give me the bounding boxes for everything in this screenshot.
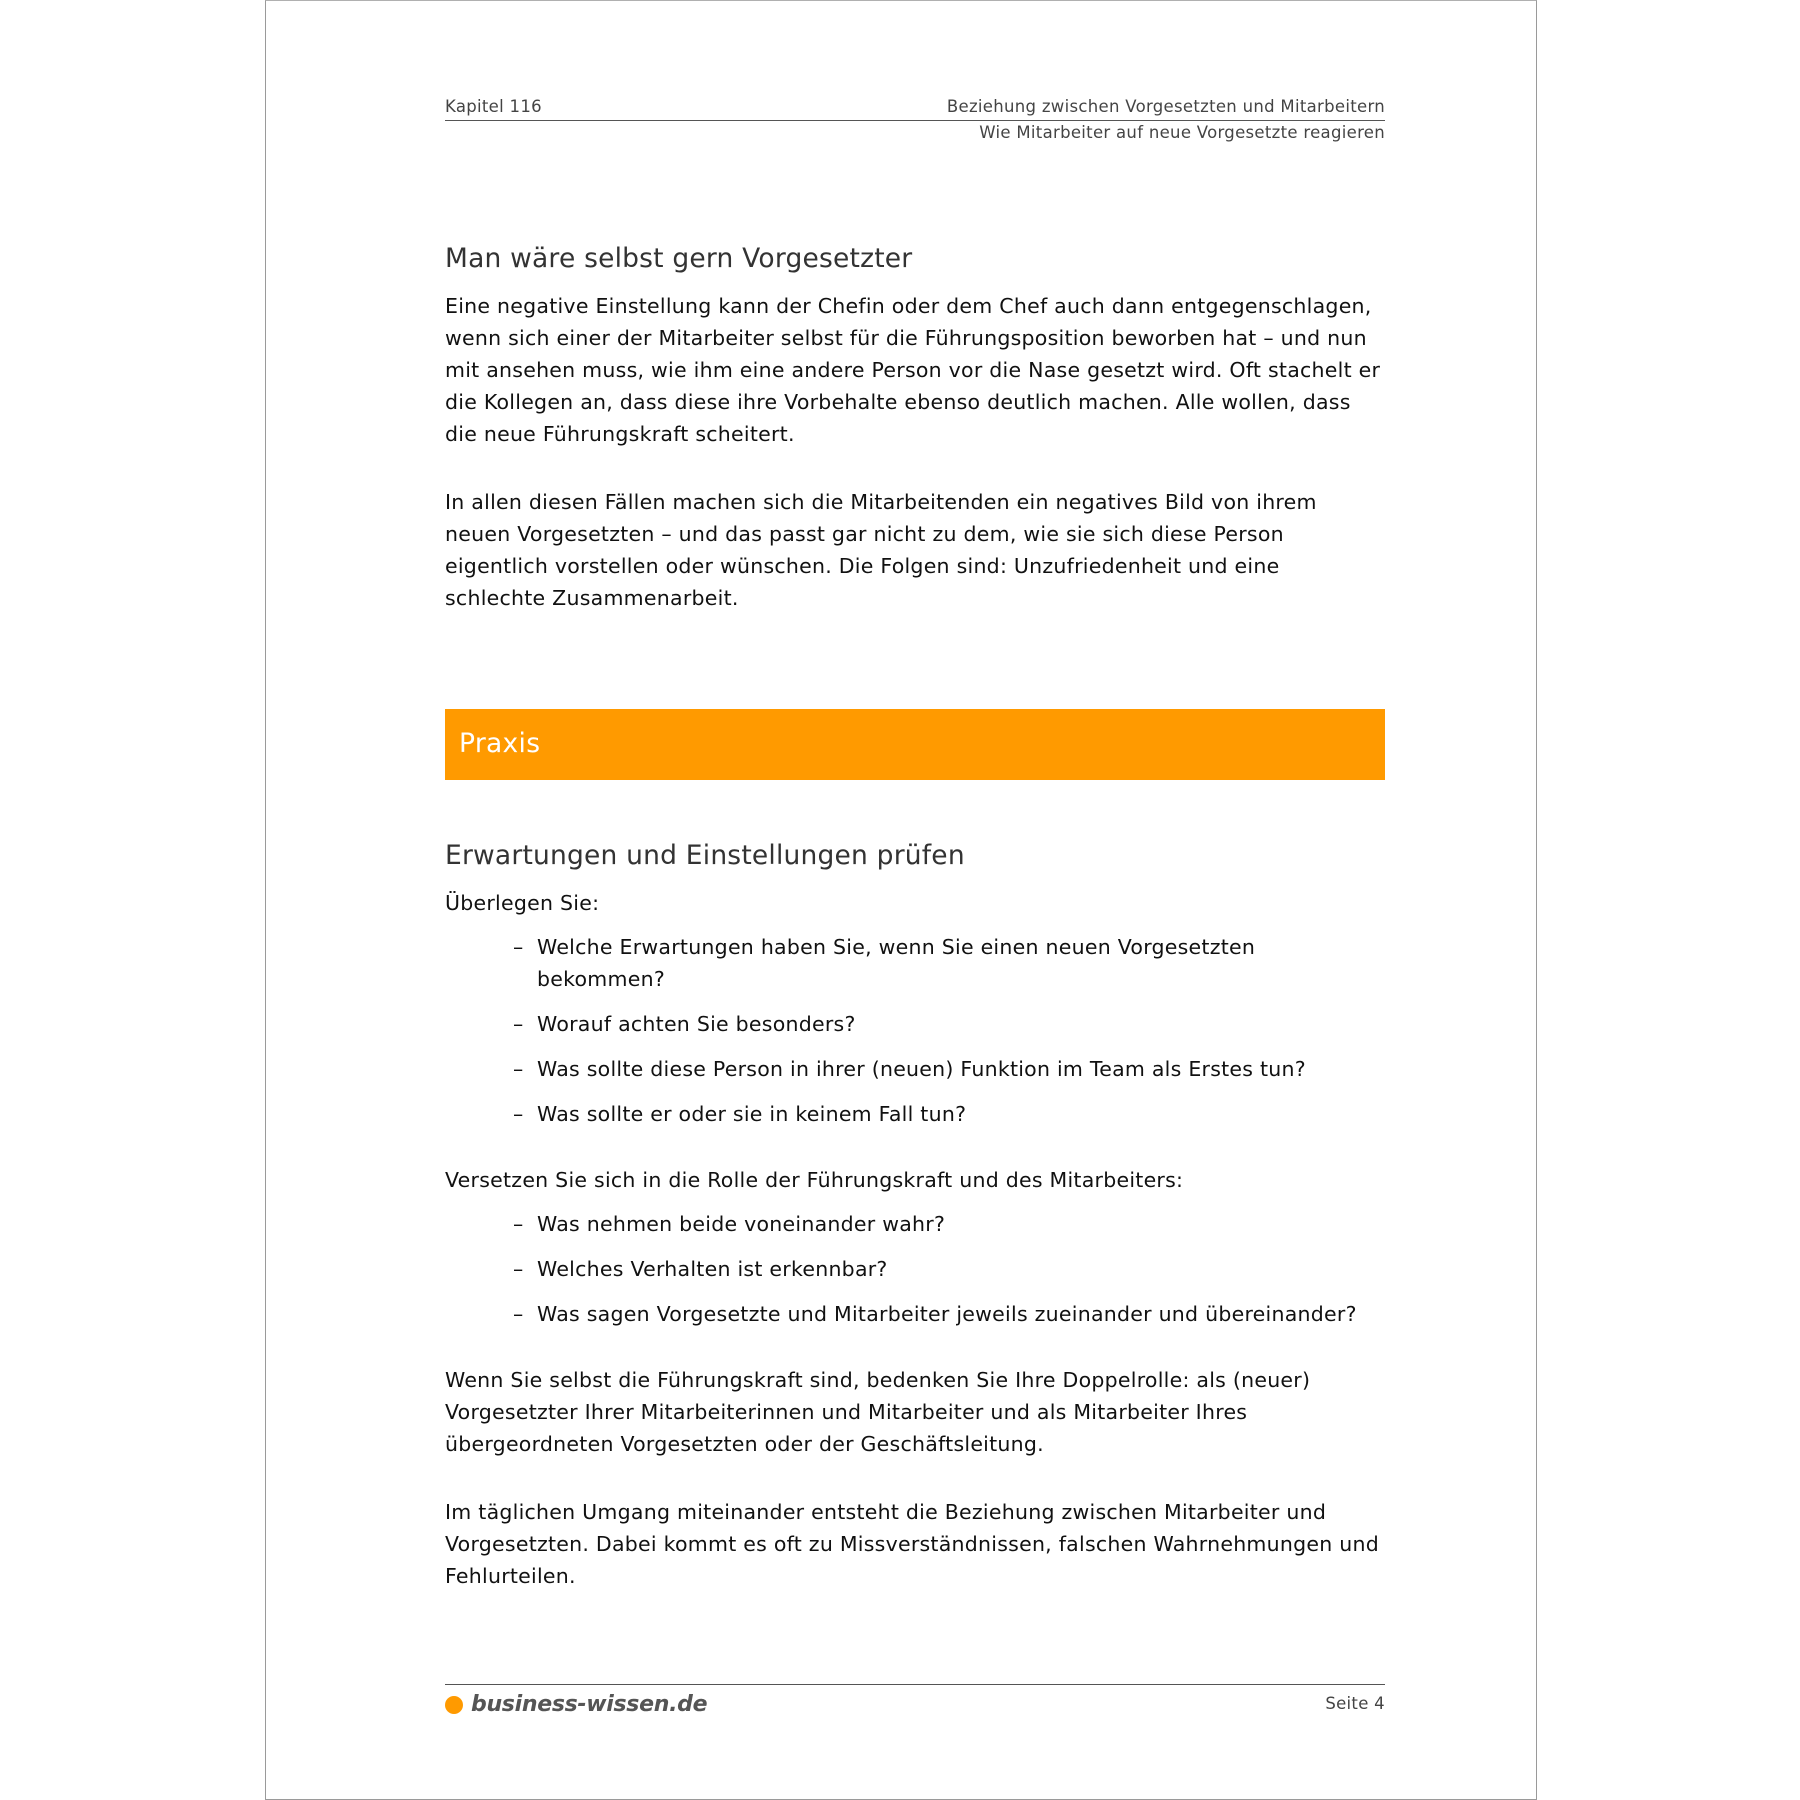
- brand-logo: business-wissen.de: [471, 1692, 708, 1717]
- dash-bullet: –: [513, 1057, 524, 1081]
- header-divider: [445, 120, 1385, 121]
- list-item: – Welches Verhalten ist erkennbar?: [537, 1253, 1385, 1285]
- footer-divider: [445, 1684, 1385, 1685]
- question-list: [445, 1208, 1385, 1330]
- list-item: – Was nehmen beide voneinander wahr?: [537, 1208, 1385, 1240]
- list-item: – Was sollte er oder sie in keinem Fall tun?: [537, 1098, 1385, 1130]
- dash-bullet: –: [513, 1302, 524, 1326]
- chapter-label: Kapitel 116: [445, 97, 542, 116]
- page-footer: [445, 1684, 1385, 1724]
- body-paragraph: In allen diesen Fällen machen sich die Mitarbeitenden ein negatives Bild von ihrem neuen Vorgesetzten – und das passt gar nicht zu dem, wie sie sich diese Person eigentlich vorstellen oder wünschen. Die Folgen sind: Unzufriedenheit und eine schlechte Zusammenarbeit.: [445, 490, 1317, 610]
- question-list: [445, 931, 1385, 1130]
- section-heading: Man wäre selbst gern Vorgesetzter: [445, 243, 913, 274]
- section-erwartungen-pruefen: [445, 840, 1385, 1592]
- body-paragraph: Wenn Sie selbst die Führungskraft sind, bedenken Sie Ihre Doppelrolle: als (neuer) Vorgesetzter Ihrer Mitarbeiterinnen und Mitarbeiter und als Mitarbeiter Ihres übergeordneten Vorgesetzten oder der Geschäftsleitung.: [445, 1368, 1311, 1456]
- dash-bullet: –: [513, 1212, 524, 1236]
- list-item: – Welche Erwartungen haben Sie, wenn Sie einen neuen Vorgesetzten bekommen?: [537, 931, 1385, 995]
- list-intro: Versetzen Sie sich in die Rolle der Führungskraft und des Mitarbeiters:: [445, 1168, 1184, 1192]
- list-item: – Was sollte diese Person in ihrer (neuen) Funktion im Team als Erstes tun?: [537, 1053, 1385, 1085]
- list-item: – Worauf achten Sie besonders?: [537, 1008, 1385, 1040]
- section-heading: Erwartungen und Einstellungen prüfen: [445, 840, 965, 871]
- header-title: Beziehung zwischen Vorgesetzten und Mitarbeitern: [946, 97, 1385, 116]
- page-number: Seite 4: [1325, 1694, 1385, 1713]
- dash-bullet: –: [513, 935, 524, 959]
- page-header: [445, 97, 1385, 147]
- banner-label: Praxis: [459, 728, 541, 759]
- header-subtitle: Wie Mitarbeiter auf neue Vorgesetzte reagieren: [979, 123, 1385, 142]
- body-paragraph: Eine negative Einstellung kann der Chefin oder dem Chef auch dann entgegenschlagen, wenn sich einer der Mitarbeiter selbst für die Führungsposition beworben hat – und nun mit ansehen muss, wie ihm eine andere Person vor die Nase gesetzt wird. Oft stachelt er die Kollegen an, dass diese ihre Vorbehalte ebenso deutlich machen. Alle wollen, dass die neue Führungskraft scheitert.: [445, 294, 1381, 446]
- dash-bullet: –: [513, 1257, 524, 1281]
- body-paragraph: Im täglichen Umgang miteinander entsteht die Beziehung zwischen Mitarbeiter und Vorgesetzten. Dabei kommt es oft zu Missverständnissen, falschen Wahrnehmungen und Fehlurteilen.: [445, 1500, 1380, 1588]
- praxis-banner: [445, 709, 1385, 780]
- list-intro: Überlegen Sie:: [445, 891, 600, 915]
- dash-bullet: –: [513, 1012, 524, 1036]
- dash-bullet: –: [513, 1102, 524, 1126]
- brand-dot-icon: [445, 1696, 463, 1714]
- section-man-waere-vorgesetzter: [445, 243, 1385, 614]
- list-item: – Was sagen Vorgesetzte und Mitarbeiter jeweils zueinander und übereinander?: [537, 1298, 1385, 1330]
